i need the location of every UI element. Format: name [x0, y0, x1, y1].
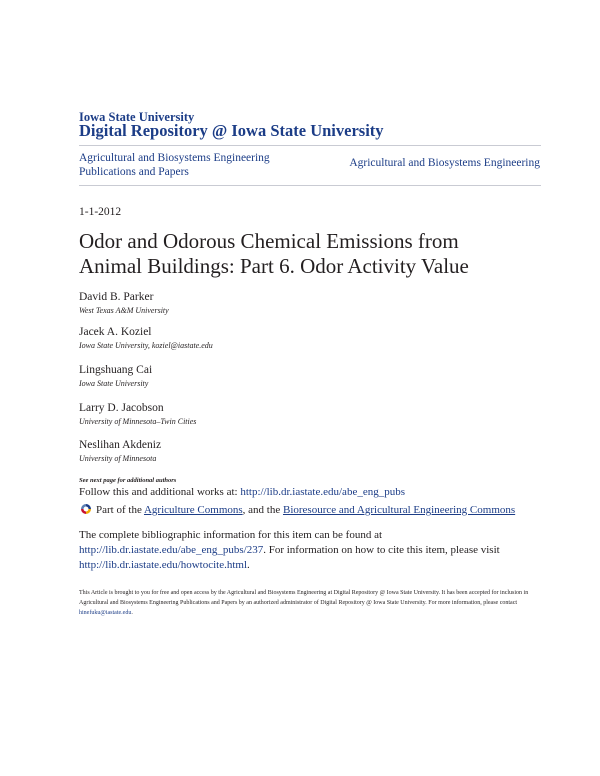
- repository-link[interactable]: Digital Repository @ Iowa State University: [79, 121, 384, 140]
- author-name: Lingshuang Cai: [79, 364, 153, 376]
- publication-date: 1-1-2012: [79, 206, 122, 218]
- notice-text: This Article is brought to you for free and open access by the Agricultural and Biosystems Engineering at Digital Repository @ Iowa State University. It has been accepted for inclusion in Agricultural and Biosystems Engineering Publications and Papers by an authorized administrator of Digital Repository @ Iowa State University. For more information, please contact: [79, 590, 529, 606]
- author-affiliation: West Texas A&M University: [79, 306, 169, 315]
- collection-left-line2: Publications and Papers: [79, 166, 189, 178]
- collection-link-left[interactable]: [79, 151, 299, 179]
- notice-end: .: [131, 610, 133, 616]
- author-name: David B. Parker: [79, 291, 154, 303]
- follow-line: [79, 486, 405, 498]
- citation-middle: . For information on how to cite this item, please visit: [263, 544, 500, 556]
- author-name: Larry D. Jacobson: [79, 402, 164, 414]
- author-affiliation: University of Minnesota: [79, 454, 157, 463]
- bepress-commons-icon: [79, 503, 93, 515]
- citation-prefix: The complete bibliographic information for this item can be found at: [79, 529, 383, 541]
- bottom-divider: [79, 185, 541, 186]
- bioresource-commons-link[interactable]: Bioresource and Agricultural Engineering Commons: [282, 504, 516, 516]
- contact-email-link[interactable]: hinefuku@iastate.edu: [79, 610, 132, 616]
- title-line1: Odor and Odorous Chemical Emissions from: [79, 229, 459, 253]
- and-the-text: , and the: [242, 504, 283, 516]
- follow-prefix: Follow this and additional works at:: [79, 486, 241, 498]
- access-notice: [79, 588, 529, 618]
- howtocite-url-link[interactable]: http://lib.dr.iastate.edu/howtocite.html: [79, 559, 248, 571]
- author-affiliation: University of Minnesota–Twin Cities: [79, 417, 197, 426]
- agriculture-commons-link[interactable]: Agriculture Commons: [143, 504, 243, 516]
- collection-left-line1: Agricultural and Biosystems Engineering: [79, 152, 270, 164]
- author-affiliation: Iowa State University, koziel@iastate.edu: [79, 341, 213, 350]
- top-divider: [79, 145, 541, 146]
- collection-link-right[interactable]: Agricultural and Biosystems Engineering: [349, 157, 540, 169]
- citation-end: .: [247, 559, 250, 571]
- part-of-prefix: Part of the: [96, 504, 144, 516]
- see-next-page-note: See next page for additional authors: [79, 477, 177, 484]
- author-affiliation: Iowa State University: [79, 379, 149, 388]
- author-name: Neslihan Akdeniz: [79, 439, 162, 451]
- citation-url-link[interactable]: http://lib.dr.iastate.edu/abe_eng_pubs/237: [79, 544, 264, 556]
- article-title: [79, 229, 549, 279]
- title-line2: Animal Buildings: Part 6. Odor Activity Value: [79, 254, 469, 278]
- university-name: Iowa State University: [79, 110, 195, 124]
- follow-url-link[interactable]: http://lib.dr.iastate.edu/abe_eng_pubs: [240, 486, 405, 498]
- citation-paragraph: [79, 528, 529, 573]
- author-name: Jacek A. Koziel: [79, 326, 152, 338]
- part-of-line: [79, 503, 515, 516]
